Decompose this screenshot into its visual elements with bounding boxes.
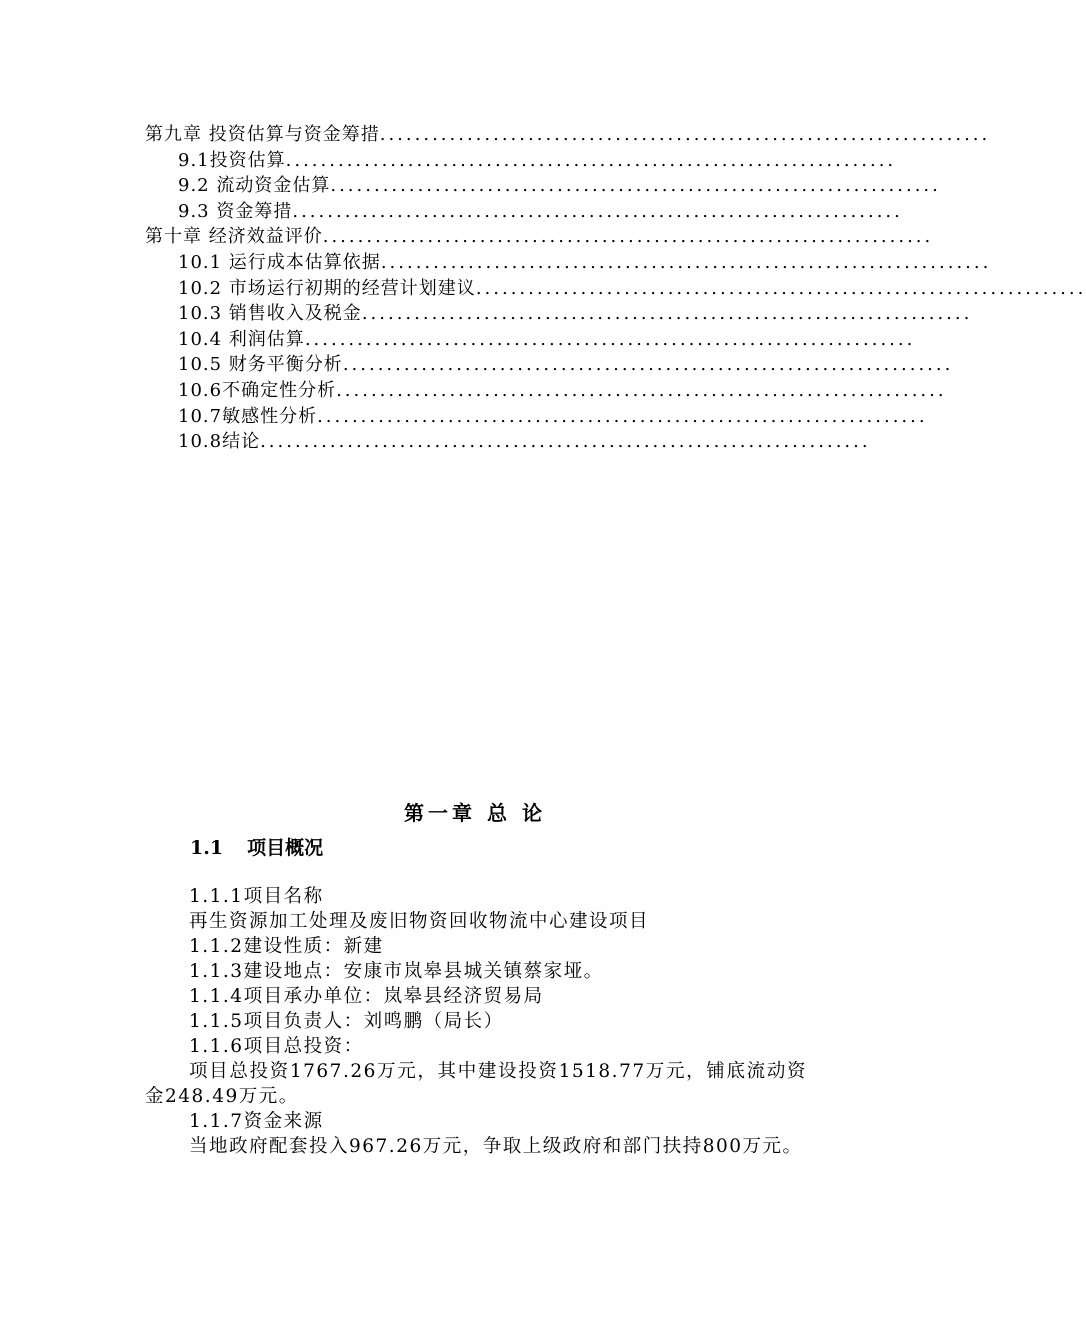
toc-entry-title: 10.4 利润估算 (178, 328, 305, 350)
toc-leader-dots: ...................................................................... (292, 200, 903, 222)
paragraph-funding-source: 当地政府配套投入967.26万元，争取上级政府和部门扶持800万元。 (189, 1136, 803, 1157)
toc-entry-title: 10.1 运行成本估算依据 (178, 251, 381, 273)
section-number: 1.1 (190, 837, 224, 859)
paragraph-funding-source-label: 1.1.7资金来源 (189, 1111, 324, 1132)
toc-entry-chapter-9[interactable] (145, 122, 991, 148)
paragraph-construction-nature: 1.1.2建设性质：新建 (189, 936, 384, 957)
toc-leader-dots: ...................................................................... (285, 149, 897, 171)
toc-entry-10-4[interactable] (145, 327, 916, 353)
toc-entry-10-7[interactable] (145, 404, 928, 430)
toc-leader-dots: ...................................................................... (336, 379, 947, 401)
toc-leader-dots: ...................................................................... (330, 175, 941, 197)
toc-entry-10-6[interactable] (145, 378, 947, 404)
toc-entry-title: 9.2 流动资金估算 (178, 175, 331, 197)
toc-entry-10-2[interactable] (145, 276, 1086, 302)
toc-leader-dots: ...................................................................... (304, 328, 916, 350)
toc-entry-title: 第十章 经济效益评价 (145, 226, 323, 248)
toc-entry-title: 10.6不确定性分析 (178, 379, 337, 401)
paragraph-undertaking-unit: 1.1.4项目承办单位：岚皋县经济贸易局 (189, 986, 544, 1007)
toc-entry-9-1[interactable] (145, 148, 897, 174)
toc-entry-title: 10.2 市场运行初期的经营计划建议 (178, 277, 476, 299)
chapter-title: 第一章 总 论 (404, 801, 546, 825)
toc-leader-dots: ...................................................................... (475, 277, 1086, 299)
paragraph-project-name-label: 1.1.1项目名称 (189, 886, 324, 907)
toc-entry-title: 10.7敏感性分析 (178, 405, 318, 427)
toc-entry-9-3[interactable] (145, 199, 903, 225)
section-heading (190, 833, 323, 860)
toc-leader-dots: ...................................................................... (361, 303, 973, 325)
paragraph-construction-location: 1.1.3建设地点：安康市岚皋县城关镇蔡家垭。 (189, 961, 604, 982)
toc-entry-10-1[interactable] (145, 250, 992, 276)
toc-leader-dots: ...................................................................... (260, 431, 871, 453)
toc-entry-title: 10.5 财务平衡分析 (178, 354, 343, 376)
toc-entry-title: 10.3 销售收入及税金 (178, 303, 362, 325)
paragraph-total-investment-label: 1.1.6项目总投资： (189, 1036, 364, 1057)
toc-entry-10-3[interactable] (145, 301, 973, 327)
toc-leader-dots: ...................................................................... (322, 226, 934, 248)
toc-entry-9-2[interactable] (145, 173, 941, 199)
section-title: 项目概况 (247, 837, 324, 859)
toc-leader-dots: ...................................................................... (342, 354, 954, 376)
toc-entry-title: 10.8结论 (178, 431, 261, 453)
toc-entry-title: 第九章 投资估算与资金筹措 (145, 124, 380, 145)
toc-entry-title: 9.3 资金筹措 (178, 200, 293, 222)
document-body (145, 884, 807, 1159)
toc-leader-dots: ...................................................................... (317, 405, 928, 427)
toc-leader-dots: ...................................................................... (380, 251, 992, 273)
toc-leader-dots: ...................................................................... (379, 124, 991, 145)
paragraph-project-leader: 1.1.5项目负责人：刘鸣鹏（局长） (189, 1011, 504, 1032)
toc-entry-title: 9.1投资估算 (178, 149, 286, 171)
toc-entry-10-8[interactable] (145, 429, 871, 455)
toc-entry-chapter-10[interactable] (145, 224, 934, 250)
paragraph-project-name: 再生资源加工处理及废旧物资回收物流中心建设项目 (189, 911, 650, 932)
table-of-contents (145, 122, 1086, 455)
toc-entry-10-5[interactable] (145, 352, 954, 378)
paragraph-total-investment: 项目总投资1767.26万元，其中建设投资1518.77万元，铺底流动资金248.49万元。 (145, 1061, 807, 1107)
